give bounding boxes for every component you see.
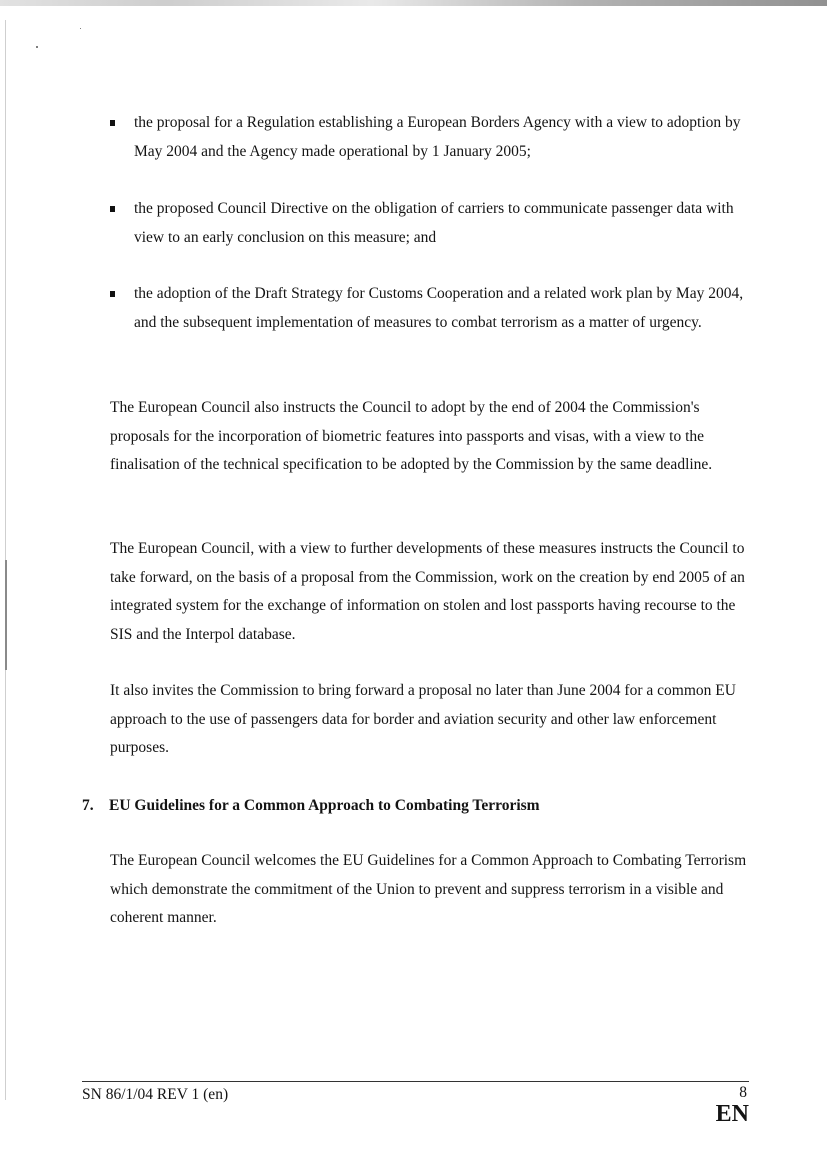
bullet-text: the proposal for a Regulation establishing a European Borders Agency with a view to adoption by May 2004 and the Agency made operational by 1 January 2005; — [134, 114, 741, 160]
scan-edge-top — [0, 0, 827, 6]
scan-edge-left-shadow — [5, 560, 7, 670]
section-number: 7. — [82, 797, 94, 814]
section-body: The European Council welcomes the EU Guidelines for a Common Approach to Combating Terrorism which demonstrate the commitment of the Union to prevent and suppress terrorism in a visible and coherent manner. — [110, 852, 747, 926]
document-reference: SN 86/1/04 REV 1 (en) — [82, 1086, 229, 1103]
scan-speck — [36, 46, 38, 48]
bullet-text: the proposed Council Directive on the obligation of carriers to communicate passenger data with view to an early conclusion on this measure; and — [134, 200, 734, 246]
bullet-text: the adoption of the Draft Strategy for Customs Cooperation and a related work plan by May 2004, and the subsequent implementation of measures to combat terrorism as a matter of urgency. — [134, 285, 744, 331]
page-number: 8 — [739, 1084, 747, 1101]
paragraph-passenger-data: It also invites the Commission to bring forward a proposal no later than June 2004 for a common EU approach to the use of passengers data for border and aviation security and other law enforcement purposes. — [110, 682, 736, 756]
section-title: EU Guidelines for a Common Approach to Combating Terrorism — [109, 797, 540, 814]
section-heading — [82, 792, 782, 820]
square-bullet-icon — [110, 206, 115, 212]
footer-divider — [82, 1081, 749, 1082]
square-bullet-icon — [110, 291, 115, 297]
paragraph-integrated-system: The European Council, with a view to further developments of these measures instructs the Council to take forward, on the basis of a proposal from the Commission, work on the creation by end 2005 of an integrated system for the exchange of information on stolen and lost passports having recourse to the SIS and the Interpol database. — [110, 540, 745, 643]
language-code: EN — [715, 1101, 749, 1127]
scan-speck — [80, 28, 81, 29]
square-bullet-icon — [110, 120, 115, 126]
paragraph-biometrics: The European Council also instructs the Council to adopt by the end of 2004 the Commission's proposals for the incorporation of biometric features into passports and visas, with a view to the finalisation of the technical specification to be adopted by the Commission by the same deadline. — [110, 399, 713, 473]
